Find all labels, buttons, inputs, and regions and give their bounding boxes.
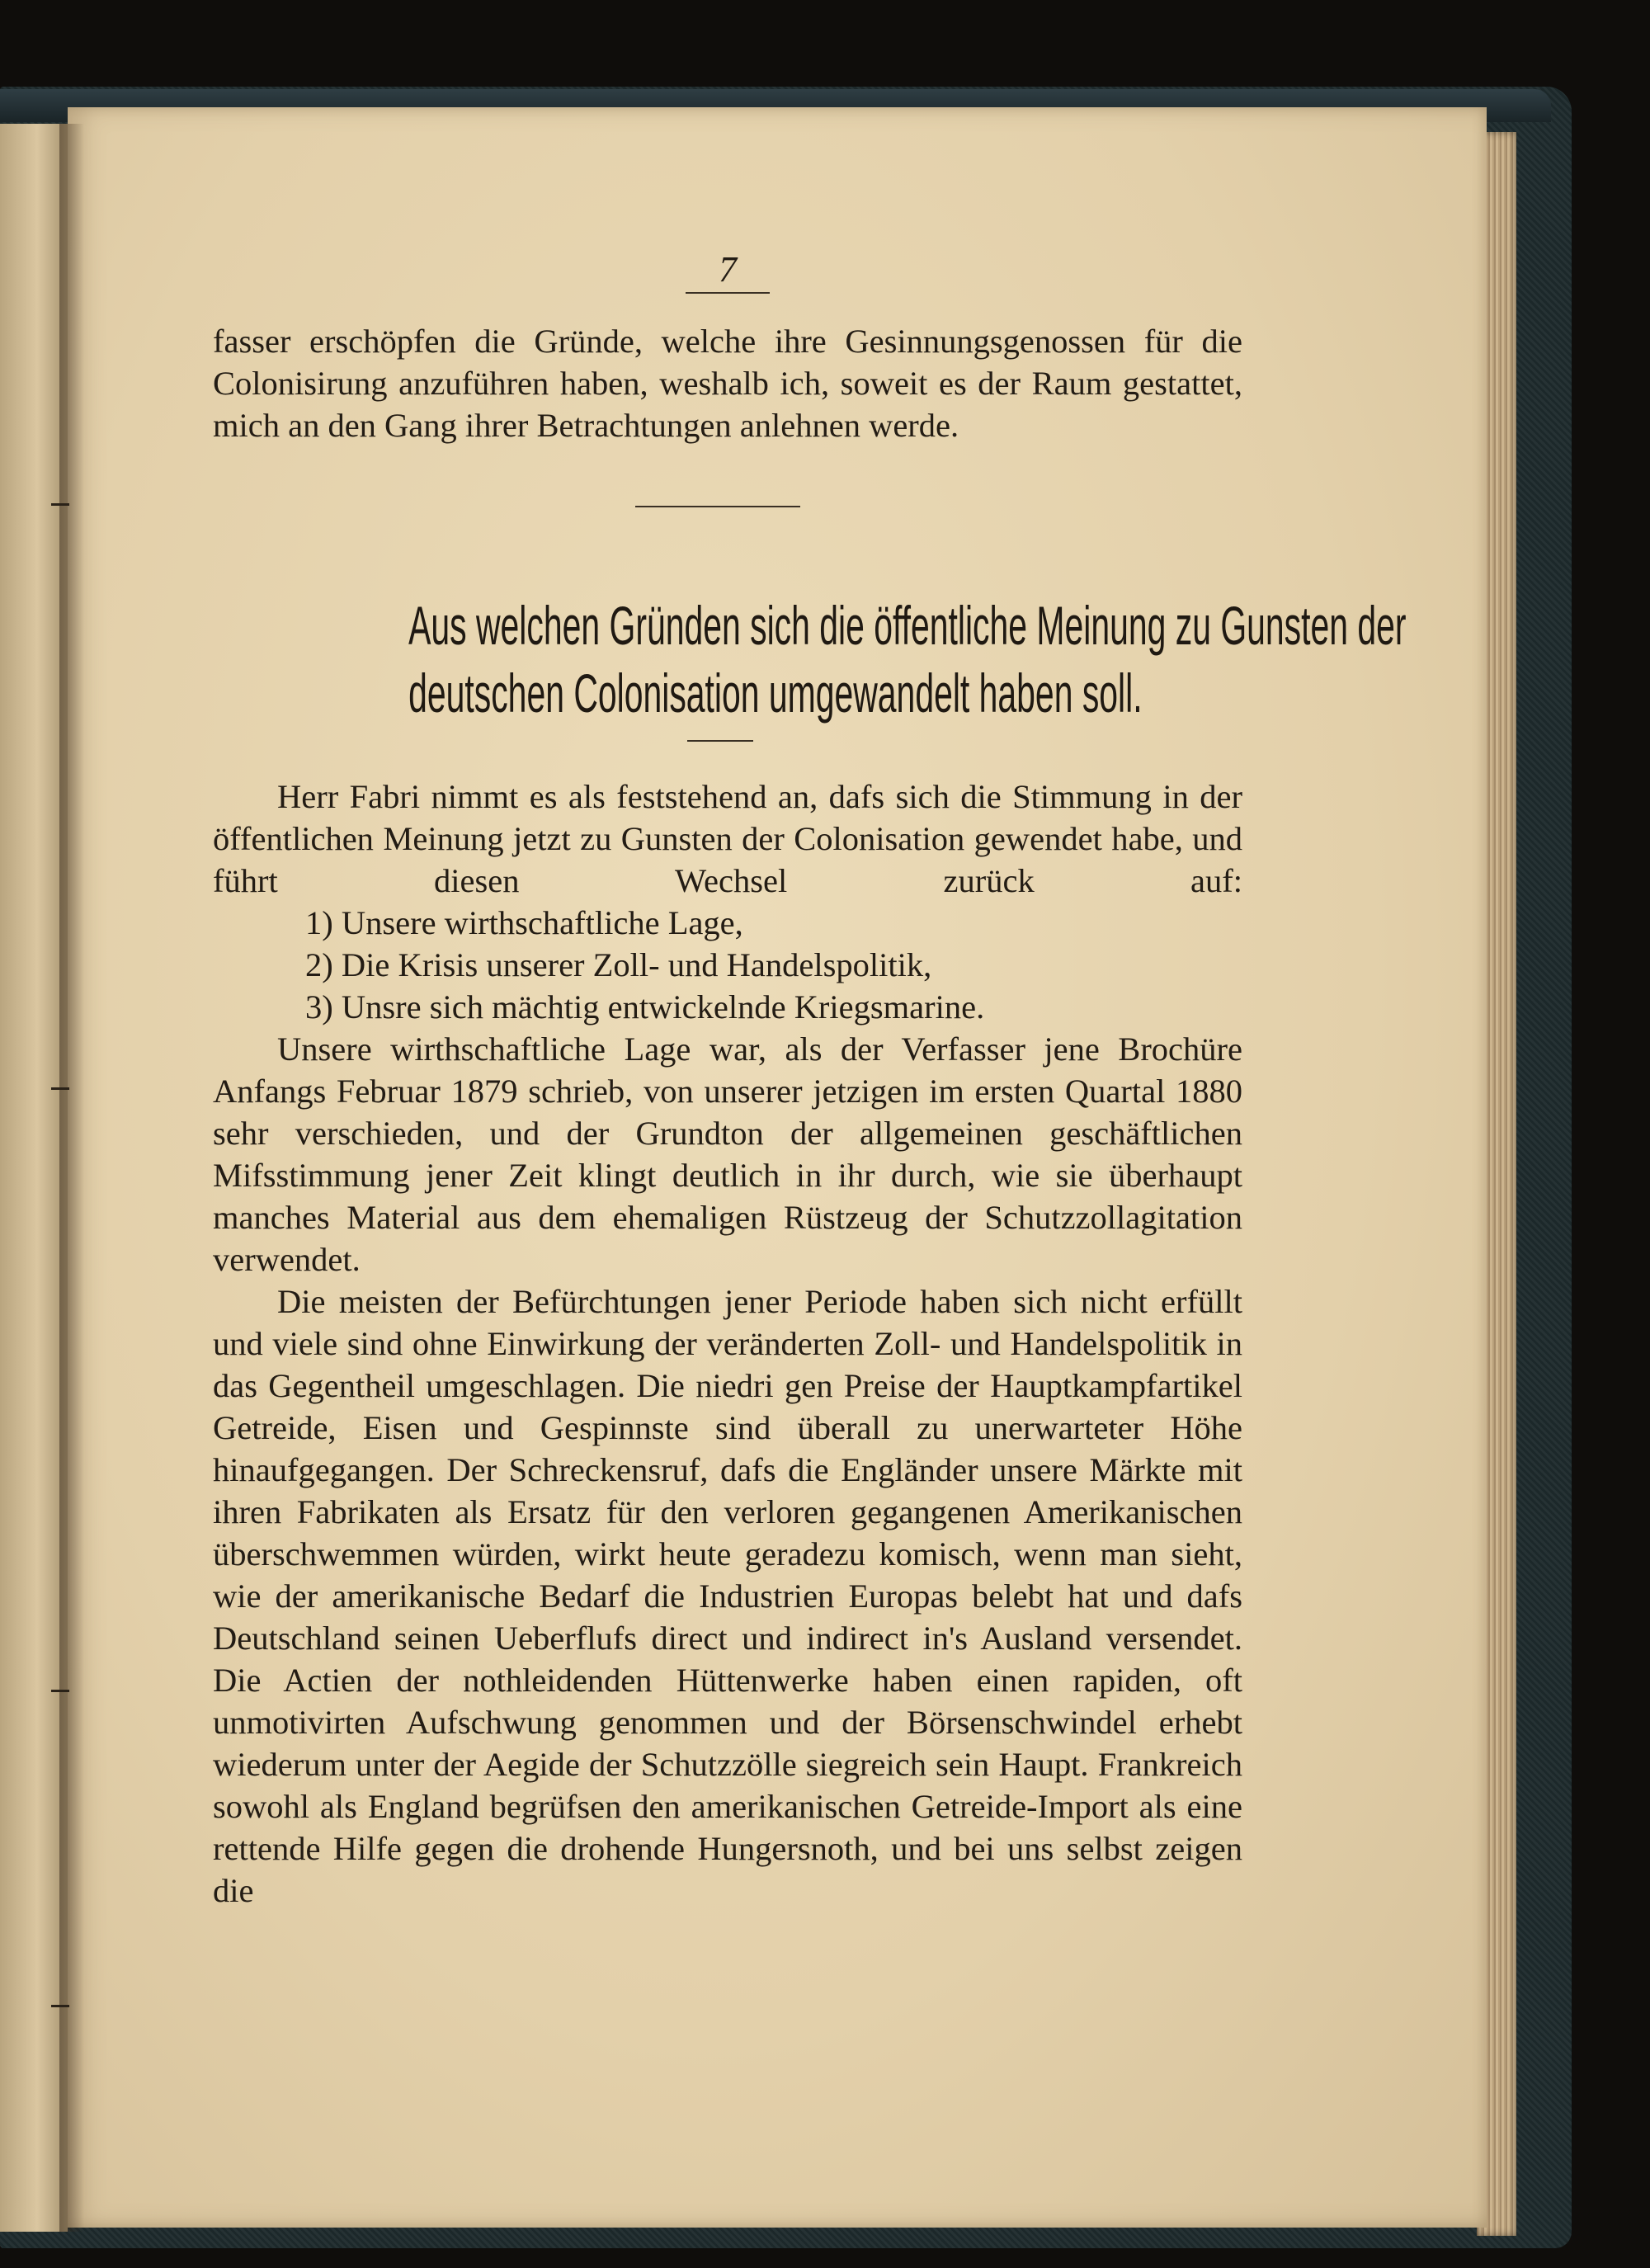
section-heading-line-1: Aus welchen Gründen sich die öffentliche Meinung zu Gunsten der — [408, 595, 1407, 656]
list-item-1: 1) Unsere wirthschaftliche Lage, — [305, 904, 743, 941]
section-heading-line-2: deutschen Colonisation umgewandelt haben soll. — [408, 662, 1143, 724]
margin-mark — [51, 1087, 69, 1090]
left-page-edge — [0, 124, 68, 2232]
gutter-shadow — [59, 124, 84, 2232]
paragraph-2: Unsere wirthschaftliche Lage war, als der Verfasser jene Brochüre Anfangs Februar 1879 schrieb, von unserer jetzigen im ersten Quartal 1880 sehr verschieden, und der Grundton der allgemeinen geschäftlichen Mifsstimmung jener Zeit klingt deutlich in ihr durch, wie sie überhaupt manches Material aus dem ehemaligen Rüstzeug der Schutzzollagitation verwendet. — [213, 1030, 1242, 1278]
intro-paragraph: fasser erschöpfen die Gründe, welche ihre Gesinnungsgenossen für die Colonisirung anzuführen haben, weshalb ich, soweit es der Raum gestattet, mich an den Gang ihrer Betrachtungen anlehnen werde. — [213, 323, 1242, 444]
page-number: 7 — [213, 248, 1242, 294]
list-item-2: 2) Die Krisis unserer Zoll- und Handelspolitik, — [305, 946, 932, 983]
margin-mark — [51, 503, 69, 506]
margin-mark — [51, 1690, 69, 1692]
paragraph-3: Die meisten der Befürchtungen jener Periode haben sich nicht erfüllt und viele sind ohne Einwirkung der veränderten Zoll- und Handelspolitik in das Gegentheil umgeschlagen. Die niedri gen Preise der Hauptkampfartikel Getreide, Eisen und Gespinnste sind überall zu unerwarteter Höhe hinaufgegangen. Der Schreckensruf, dafs die Engländer unsere Märkte mit ihren Fabrikaten als Ersatz für den verloren gegangenen Amerikanischen überschwemmen würden, wirkt heute geradezu komisch, wenn man sieht, wie der amerikanische Bedarf die Industrien Europas belebt hat und dafs Deutschland seinen Ueberflufs direct und indirect in's Ausland versendet. Die Actien der nothleidenden Hüttenwerke haben einen rapiden, oft unmotivirten Aufschwung genommen und der Börsenschwindel erhebt wiederum unter der Aegide der Schutzzölle siegreich sein Haupt. Frankreich sowohl als England begrüfsen den amerikanischen Getreide-Import als eine rettende Hilfe gegen die drohende Hungersnoth, und bei uns selbst zeigen die — [213, 1283, 1242, 1909]
list-item-3: 3) Unsre sich mächtig entwickelnde Kriegsmarine. — [305, 988, 985, 1026]
margin-mark — [51, 2005, 69, 2007]
paragraph-1: Herr Fabri nimmt es als feststehend an, dafs sich die Stimmung in der öffentlichen Meinung jetzt zu Gunsten der Colonisation gewendet habe, und führt diesen Wechsel zurück auf: — [213, 778, 1242, 899]
heading-rule — [687, 740, 753, 742]
divider-rule — [635, 506, 800, 507]
